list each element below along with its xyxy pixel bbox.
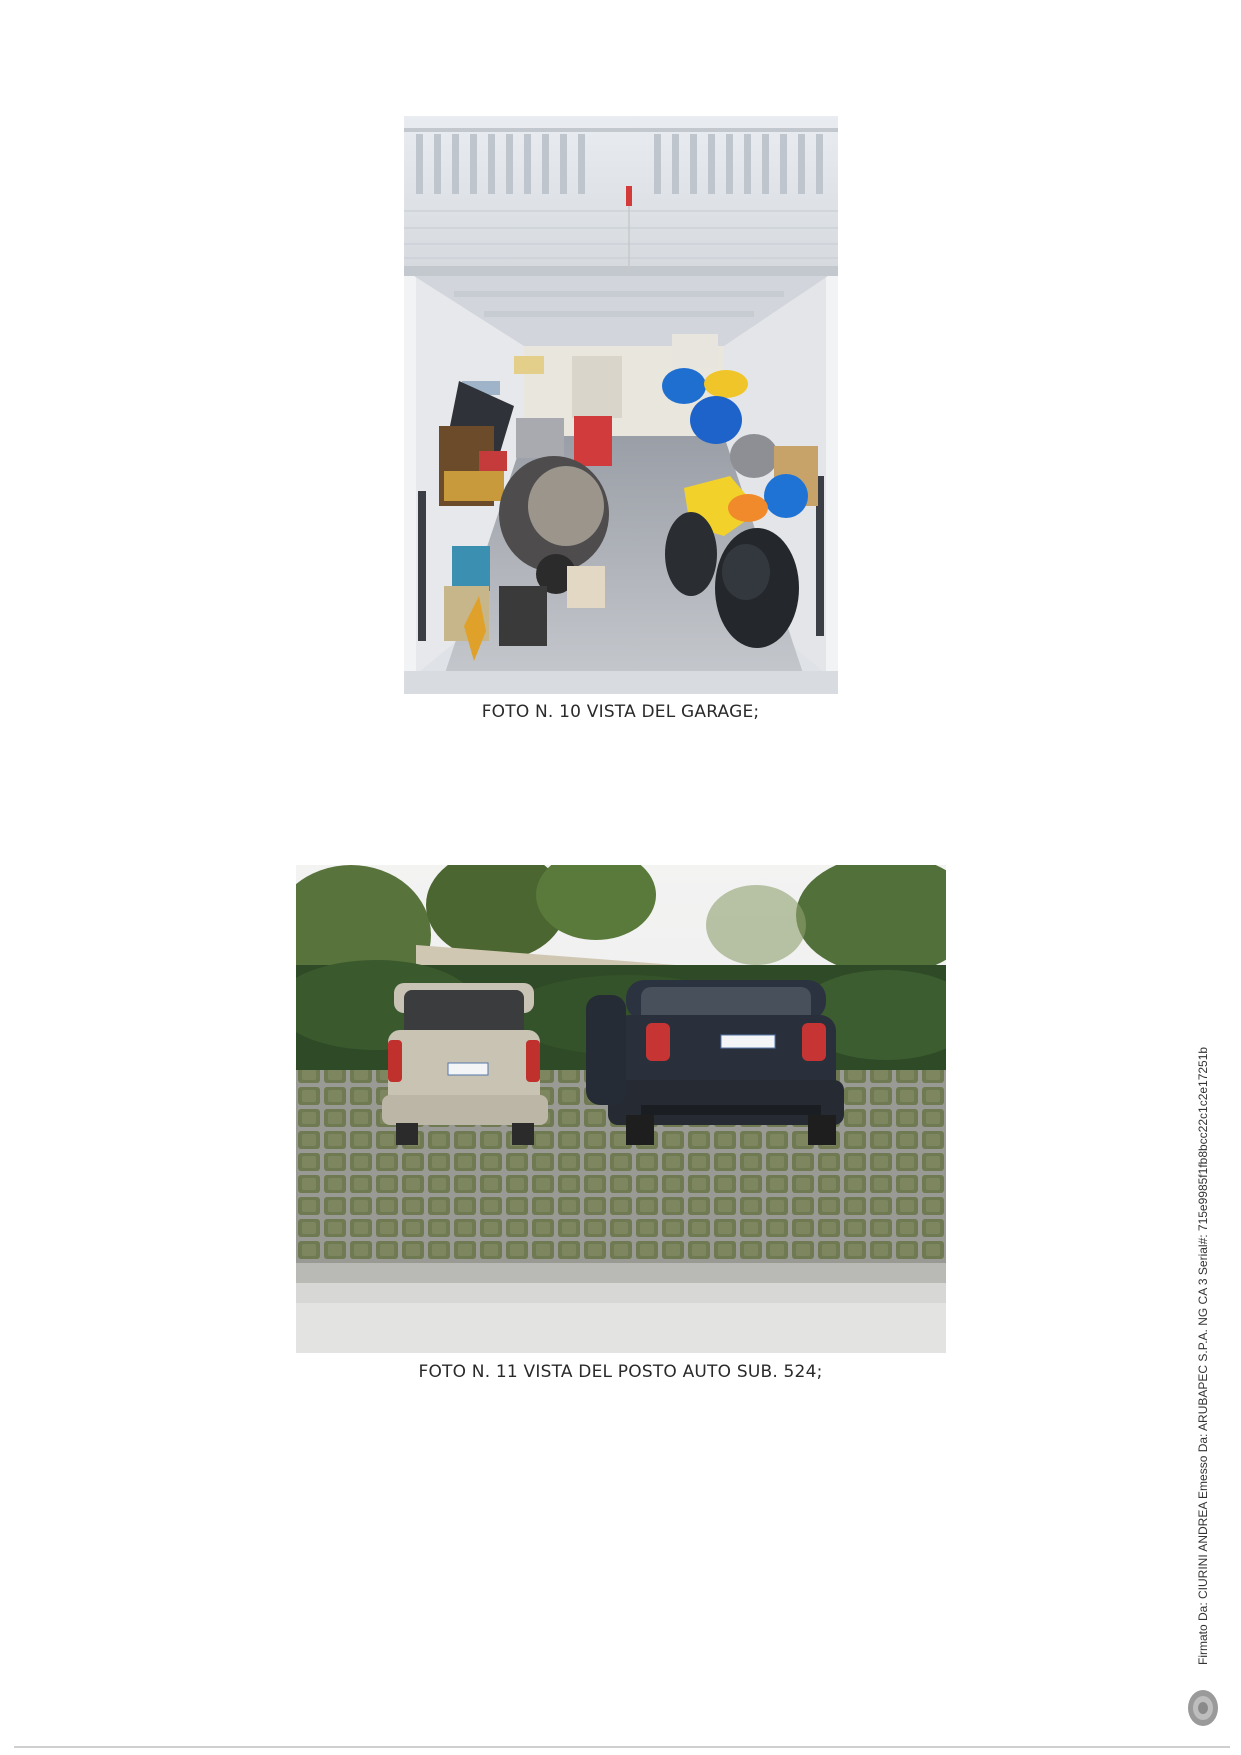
seal-icon bbox=[1186, 1688, 1220, 1728]
digital-signature: Firmato Da: CIURINI ANDREA Emesso Da: ARUBAPEC S.P.A. NG CA 3 Serial#: 715e9985f1fb8bcc22c1c2e17251b bbox=[1196, 1046, 1210, 1665]
footer-rule bbox=[14, 1746, 1230, 1748]
photo-caption: FOTO N. 11 VISTA DEL POSTO AUTO SUB. 524; bbox=[418, 1362, 823, 1382]
photo-garage bbox=[404, 116, 838, 694]
photo-caption: FOTO N. 10 VISTA DEL GARAGE; bbox=[481, 702, 760, 722]
photo-parking-spot bbox=[296, 865, 946, 1353]
